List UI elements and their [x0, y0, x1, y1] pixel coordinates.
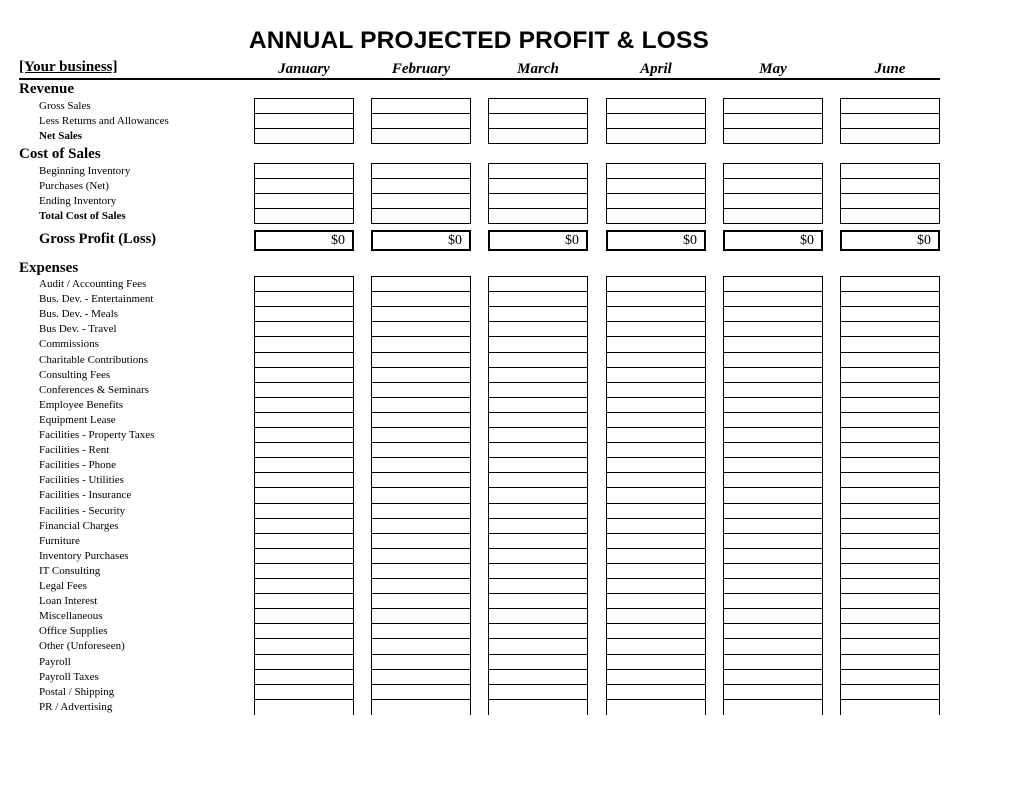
cell-divider: [841, 654, 939, 655]
cell-divider: [372, 128, 470, 129]
cell-divider: [372, 518, 470, 519]
cell-divider: [489, 518, 587, 519]
cell-divider: [724, 487, 822, 488]
cell-divider: [607, 669, 705, 670]
cell-divider: [607, 638, 705, 639]
row-label: Postal / Shipping: [39, 685, 115, 698]
row-label: Facilities - Insurance: [39, 489, 132, 502]
cell-divider: [489, 503, 587, 504]
cell-divider: [724, 193, 822, 194]
cell-divider: [372, 533, 470, 534]
row-label: Equipment Lease: [39, 413, 116, 426]
gross-profit-value-may: $0: [723, 230, 823, 251]
cell-divider: [607, 352, 705, 353]
cell-divider: [607, 487, 705, 488]
cell-divider: [255, 699, 353, 700]
cell-divider: [841, 113, 939, 114]
cost-of-sales-grid-february[interactable]: [371, 163, 471, 224]
cell-divider: [841, 533, 939, 534]
month-header-june: June: [874, 61, 906, 77]
cost-of-sales-grid-may[interactable]: [723, 163, 823, 224]
row-label: Conferences & Seminars: [39, 383, 149, 396]
cell-divider: [607, 291, 705, 292]
cell-divider: [841, 321, 939, 322]
cell-divider: [489, 638, 587, 639]
cell-divider: [724, 563, 822, 564]
cell-divider: [372, 487, 470, 488]
cell-divider: [255, 457, 353, 458]
cell-divider: [841, 518, 939, 519]
row-label: Facilities - Phone: [39, 459, 116, 472]
cell-divider: [841, 638, 939, 639]
cell-divider: [255, 367, 353, 368]
expenses-grid-january[interactable]: [254, 276, 354, 715]
gross-profit-value-april: $0: [606, 230, 706, 251]
cell-divider: [841, 352, 939, 353]
cell-divider: [255, 321, 353, 322]
cell-divider: [841, 367, 939, 368]
cell-divider: [841, 208, 939, 209]
cell-divider: [489, 352, 587, 353]
cell-divider: [255, 669, 353, 670]
cell-divider: [489, 442, 587, 443]
cell-divider: [372, 113, 470, 114]
revenue-grid-april[interactable]: [606, 98, 706, 144]
cell-divider: [255, 487, 353, 488]
cell-divider: [255, 336, 353, 337]
cell-divider: [724, 578, 822, 579]
row-label: Ending Inventory: [39, 195, 117, 208]
cell-divider: [724, 503, 822, 504]
expenses-grid-june[interactable]: [840, 276, 940, 715]
cell-divider: [255, 563, 353, 564]
cell-divider: [372, 563, 470, 564]
revenue-grid-march[interactable]: [488, 98, 588, 144]
cell-divider: [372, 623, 470, 624]
cell-divider: [607, 128, 705, 129]
row-label: Charitable Contributions: [39, 353, 149, 366]
cell-divider: [255, 193, 353, 194]
expenses-grid-may[interactable]: [723, 276, 823, 715]
cell-divider: [841, 623, 939, 624]
cell-divider: [724, 208, 822, 209]
cell-divider: [489, 623, 587, 624]
cell-divider: [724, 321, 822, 322]
cell-divider: [489, 487, 587, 488]
cell-divider: [255, 593, 353, 594]
cell-divider: [372, 578, 470, 579]
cell-divider: [841, 593, 939, 594]
cell-divider: [841, 442, 939, 443]
row-label: Payroll Taxes: [39, 670, 99, 683]
cell-divider: [607, 412, 705, 413]
row-label: Audit / Accounting Fees: [39, 278, 147, 290]
cell-divider: [841, 193, 939, 194]
cell-divider: [372, 442, 470, 443]
cell-divider: [255, 306, 353, 307]
cell-divider: [607, 699, 705, 700]
cell-divider: [607, 608, 705, 609]
cell-divider: [724, 113, 822, 114]
cell-divider: [372, 336, 470, 337]
cell-divider: [489, 593, 587, 594]
cell-divider: [489, 684, 587, 685]
cell-divider: [841, 128, 939, 129]
cell-divider: [841, 669, 939, 670]
cell-divider: [841, 306, 939, 307]
cell-divider: [724, 367, 822, 368]
cost-of-sales-grid-june[interactable]: [840, 163, 940, 224]
cell-divider: [841, 291, 939, 292]
cell-divider: [724, 291, 822, 292]
row-label: Commissions: [39, 338, 99, 351]
row-label: PR / Advertising: [39, 700, 113, 713]
row-label: IT Consulting: [39, 564, 101, 577]
revenue-grid-june[interactable]: [840, 98, 940, 144]
cell-divider: [372, 684, 470, 685]
cell-divider: [489, 699, 587, 700]
row-label: Net Sales: [39, 130, 83, 143]
row-label: Bus Dev. - Travel: [39, 323, 117, 336]
cell-divider: [841, 412, 939, 413]
cell-divider: [255, 608, 353, 609]
row-label: Facilities - Property Taxes: [39, 429, 155, 441]
cell-divider: [372, 291, 470, 292]
cell-divider: [255, 113, 353, 114]
cell-divider: [607, 427, 705, 428]
cell-divider: [255, 518, 353, 519]
cell-divider: [255, 412, 353, 413]
cell-divider: [489, 382, 587, 383]
cell-divider: [607, 563, 705, 564]
cell-divider: [489, 578, 587, 579]
page-title: ANNUAL PROJECTED PROFIT & LOSS: [248, 27, 710, 54]
cell-divider: [724, 623, 822, 624]
cell-divider: [607, 321, 705, 322]
cell-divider: [372, 699, 470, 700]
cell-divider: [255, 472, 353, 473]
business-name: [Your business]: [19, 59, 118, 75]
cell-divider: [372, 382, 470, 383]
cell-divider: [255, 684, 353, 685]
cell-divider: [724, 178, 822, 179]
cell-divider: [724, 427, 822, 428]
cell-divider: [489, 669, 587, 670]
cell-divider: [489, 291, 587, 292]
cell-divider: [489, 563, 587, 564]
cell-divider: [489, 128, 587, 129]
revenue-grid-january[interactable]: [254, 98, 354, 144]
cell-divider: [489, 336, 587, 337]
cell-divider: [372, 638, 470, 639]
cell-divider: [255, 442, 353, 443]
cell-divider: [489, 654, 587, 655]
month-header-february: February: [391, 61, 451, 77]
row-label: Total Cost of Sales: [39, 210, 126, 223]
cell-divider: [489, 193, 587, 194]
cell-divider: [841, 472, 939, 473]
row-label: Loan Interest: [39, 595, 98, 608]
cell-divider: [724, 128, 822, 129]
cell-divider: [255, 427, 353, 428]
cell-divider: [607, 593, 705, 594]
row-label: Payroll: [39, 655, 71, 668]
cell-divider: [489, 178, 587, 179]
cost-of-sales-grid-march[interactable]: [488, 163, 588, 224]
cell-divider: [841, 578, 939, 579]
cell-divider: [372, 397, 470, 398]
cell-divider: [607, 654, 705, 655]
cell-divider: [489, 208, 587, 209]
cell-divider: [255, 178, 353, 179]
row-label: Other (Unforeseen): [39, 640, 125, 653]
cell-divider: [372, 457, 470, 458]
row-label: Furniture: [39, 534, 80, 547]
cell-divider: [841, 548, 939, 549]
cell-divider: [255, 654, 353, 655]
cost-of-sales-heading: Cost of Sales: [19, 146, 101, 162]
cell-divider: [724, 472, 822, 473]
cell-divider: [489, 397, 587, 398]
cell-divider: [372, 427, 470, 428]
cell-divider: [607, 623, 705, 624]
row-label: Facilities - Utilities: [39, 474, 124, 487]
cell-divider: [724, 457, 822, 458]
row-label: Office Supplies: [39, 625, 108, 638]
cell-divider: [724, 306, 822, 307]
cell-divider: [724, 684, 822, 685]
cell-divider: [724, 593, 822, 594]
month-header-may: May: [759, 61, 787, 77]
cell-divider: [607, 548, 705, 549]
cell-divider: [607, 442, 705, 443]
cell-divider: [607, 397, 705, 398]
month-header-april: April: [640, 61, 672, 77]
cell-divider: [255, 208, 353, 209]
cell-divider: [372, 608, 470, 609]
cell-divider: [841, 699, 939, 700]
cell-divider: [489, 113, 587, 114]
cell-divider: [489, 321, 587, 322]
row-label: Bus. Dev. - Meals: [39, 308, 119, 321]
cell-divider: [607, 193, 705, 194]
row-label: Miscellaneous: [39, 610, 103, 623]
cell-divider: [607, 382, 705, 383]
cell-divider: [255, 578, 353, 579]
cell-divider: [489, 548, 587, 549]
header-rule: [19, 78, 940, 80]
cell-divider: [255, 382, 353, 383]
cell-divider: [607, 457, 705, 458]
cell-divider: [724, 382, 822, 383]
cell-divider: [255, 623, 353, 624]
expenses-grid-february[interactable]: [371, 276, 471, 715]
cell-divider: [607, 113, 705, 114]
cell-divider: [607, 472, 705, 473]
cost-of-sales-grid-april[interactable]: [606, 163, 706, 224]
cell-divider: [841, 503, 939, 504]
cell-divider: [489, 608, 587, 609]
cell-divider: [372, 593, 470, 594]
cell-divider: [724, 397, 822, 398]
cell-divider: [489, 457, 587, 458]
cell-divider: [841, 336, 939, 337]
revenue-heading: Revenue: [19, 81, 74, 97]
cell-divider: [724, 533, 822, 534]
cell-divider: [841, 457, 939, 458]
row-label: Facilities - Security: [39, 504, 126, 517]
cell-divider: [724, 412, 822, 413]
cell-divider: [841, 382, 939, 383]
cell-divider: [489, 412, 587, 413]
row-label: Consulting Fees: [39, 368, 111, 381]
cell-divider: [841, 427, 939, 428]
row-label: Facilities - Rent: [39, 444, 110, 457]
cell-divider: [372, 472, 470, 473]
cell-divider: [607, 208, 705, 209]
cell-divider: [372, 669, 470, 670]
cell-divider: [489, 472, 587, 473]
row-label: Bus. Dev. - Entertainment: [39, 293, 154, 306]
cell-divider: [607, 306, 705, 307]
expenses-grid-april[interactable]: [606, 276, 706, 715]
cell-divider: [607, 178, 705, 179]
cell-divider: [372, 208, 470, 209]
cell-divider: [372, 654, 470, 655]
cell-divider: [724, 669, 822, 670]
cell-divider: [255, 638, 353, 639]
row-label: Employee Benefits: [39, 398, 124, 411]
cell-divider: [255, 548, 353, 549]
cell-divider: [607, 367, 705, 368]
cell-divider: [724, 699, 822, 700]
cell-divider: [255, 397, 353, 398]
gross-profit-value-june: $0: [840, 230, 940, 251]
cell-divider: [489, 533, 587, 534]
row-label: Less Returns and Allowances: [39, 115, 169, 128]
month-header-march: March: [517, 61, 559, 77]
cell-divider: [841, 178, 939, 179]
cell-divider: [724, 352, 822, 353]
cell-divider: [372, 178, 470, 179]
row-label: Gross Sales: [39, 100, 91, 112]
cell-divider: [607, 503, 705, 504]
expenses-grid-march[interactable]: [488, 276, 588, 715]
cell-divider: [489, 367, 587, 368]
cell-divider: [841, 608, 939, 609]
revenue-grid-february[interactable]: [371, 98, 471, 144]
cell-divider: [724, 336, 822, 337]
gross-profit-value-february: $0: [371, 230, 471, 251]
cell-divider: [607, 533, 705, 534]
cell-divider: [372, 367, 470, 368]
row-label: Legal Fees: [39, 580, 87, 592]
cell-divider: [255, 128, 353, 129]
cost-of-sales-grid-january[interactable]: [254, 163, 354, 224]
cell-divider: [255, 352, 353, 353]
revenue-grid-may[interactable]: [723, 98, 823, 144]
cell-divider: [841, 397, 939, 398]
cell-divider: [372, 548, 470, 549]
row-label: Beginning Inventory: [39, 165, 131, 177]
row-label: Inventory Purchases: [39, 549, 129, 562]
row-label: Purchases (Net): [39, 180, 109, 193]
month-header-january: January: [278, 61, 330, 77]
cell-divider: [372, 412, 470, 413]
cell-divider: [607, 336, 705, 337]
cell-divider: [724, 654, 822, 655]
cell-divider: [607, 684, 705, 685]
cell-divider: [841, 684, 939, 685]
cell-divider: [724, 442, 822, 443]
row-label: Financial Charges: [39, 519, 119, 532]
cell-divider: [607, 578, 705, 579]
gross-profit-value-january: $0: [254, 230, 354, 251]
cell-divider: [372, 321, 470, 322]
cell-divider: [607, 518, 705, 519]
expenses-heading: Expenses: [19, 260, 79, 276]
cell-divider: [372, 306, 470, 307]
cell-divider: [372, 193, 470, 194]
cell-divider: [724, 548, 822, 549]
cell-divider: [372, 352, 470, 353]
cell-divider: [489, 306, 587, 307]
cell-divider: [255, 291, 353, 292]
cell-divider: [841, 563, 939, 564]
cell-divider: [724, 638, 822, 639]
gross-profit-label: Gross Profit (Loss): [39, 231, 157, 247]
cell-divider: [255, 503, 353, 504]
cell-divider: [724, 518, 822, 519]
cell-divider: [724, 608, 822, 609]
gross-profit-value-march: $0: [488, 230, 588, 251]
cell-divider: [255, 533, 353, 534]
cell-divider: [841, 487, 939, 488]
cell-divider: [372, 503, 470, 504]
cell-divider: [489, 427, 587, 428]
